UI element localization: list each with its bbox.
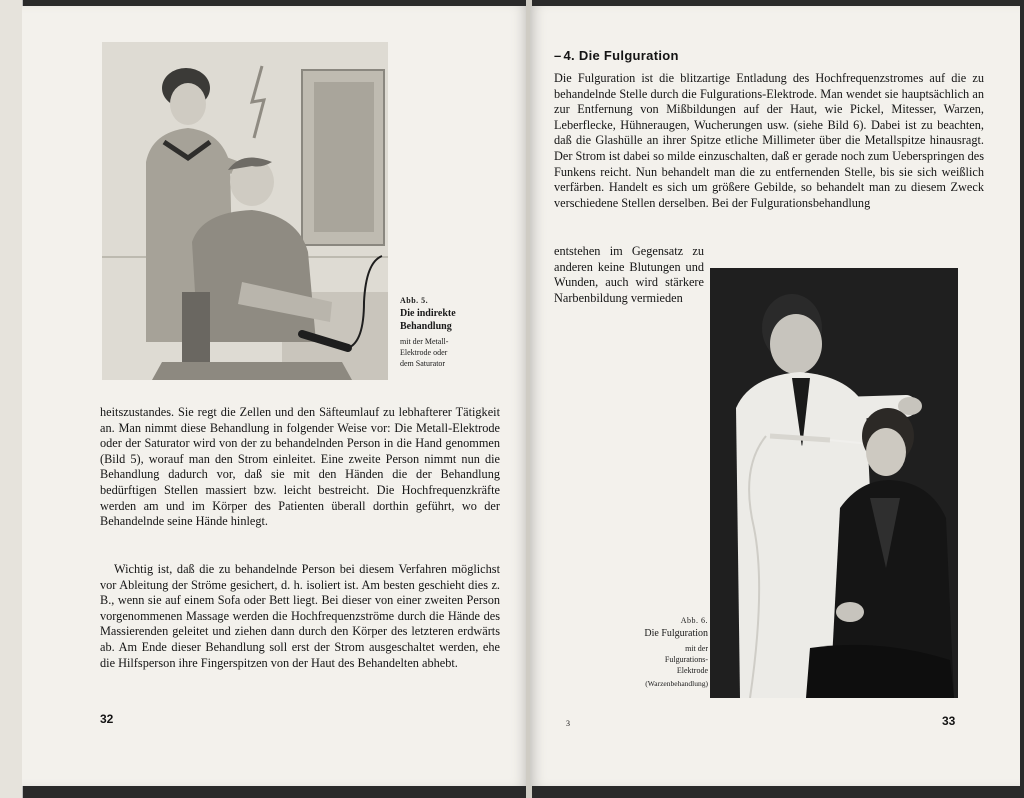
figure-5-sub-line3: dem Saturator xyxy=(400,359,446,368)
figure-6-caption xyxy=(590,616,708,688)
left-paragraph-2 xyxy=(100,562,500,671)
figure-6-sub-line2: Fulgurations- xyxy=(664,655,708,664)
figure-6-title: Die Fulguration xyxy=(644,628,708,639)
photo-icon xyxy=(710,268,958,698)
left-paragraph-1-text: heitszustandes. Sie regt die Zellen und den Säfteumlauf zu lebhafterer Tätigkeit an. Man nimmt diese Behandlung in folgender Weise vor: Die Metall-Elektrode oder der Saturator wird von der zu behandelnden Person in die Hand genommen (Bild 5), worauf man den Strom einleitet. Eine zweite Person nimmt nun die Behandlung dadurch vor, daß sie mit den Händen die der Behandlung bedürftigen Stellen massiert bzw. leicht bestreicht. Die Hochfrequenzkräfte werden am und im Körper des Patienten überall dorthin geführt, wo der Behandelnde seine Hände hinlegt. xyxy=(100,405,500,529)
illustration-icon xyxy=(102,42,388,380)
figure-5-illustration xyxy=(102,42,388,380)
right-paragraph-column-text: entstehen im Gegensatz zu anderen keine Blutungen und Wunden, auch wird stärkere Narbenbildung vermieden xyxy=(554,244,704,305)
left-page-number: 32 xyxy=(100,712,114,726)
right-paragraph-column xyxy=(554,244,704,306)
figure-5-caption xyxy=(400,296,510,369)
section-heading-text: 4. Die Fulguration xyxy=(563,48,679,63)
right-paragraph-1-text: Die Fulguration ist die blitzartige Entladung des Hochfrequenzstromes auf die zu behandelnde Stelle durch die Fulgurations-Elektrode. Man wendet sie hauptsächlich an zur Entfernung von Mißbildungen auf der Haut, wie Pickel, Mitesser, Warzen, Leberflecke, Hühneraugen, Wucherungen usw. (siehe Bild 6). Dabei ist zu beachten, daß die Glashülle an ihrer Spitze etliche Millimeter über die Metallspitze hinausragt. Der Strom ist dabei so milde einzuschalten, daß er gerade noch zum Ueberspringen des Funkens reicht. Nun behandelt man die zu entfernenden Stelle, bis sie sich weißlich verfärben. Handelt es sich um größere Gebilde, so behandelt man zu diesem Zweck verschiedene Stellen derselben. Bei der Fulgurationsbehandlung xyxy=(554,71,984,210)
left-page xyxy=(22,6,528,786)
left-paragraph-2-text: Wichtig ist, daß die zu behandelnde Person bei diesem Verfahren möglichst vor Ableitung der Ströme gesichert, d. h. isoliert ist. Am besten geschieht dies z. B., wenn sie auf einem Sofa oder Bett liegt. Bei dieser von einer zweiten Person vorgenommenen Massage werden die Hochfrequenzströme durch die Hände des Massierenden geleitet und ziehen dann durch den Körper des letzteren erdwärts ab. Am Ende dieser Behandlung soll erst der Strom ausgeschaltet werden, ehe die Hilfsperson ihre Fingerspitzen von der Haut des Behandelten abhebt. xyxy=(100,562,500,670)
figure-5-number: Abb. 5. xyxy=(400,296,429,305)
section-heading xyxy=(554,48,679,63)
heading-dash: – xyxy=(554,48,562,63)
signature-mark: 3 xyxy=(566,719,570,728)
figure-6-sub-line1: mit der xyxy=(685,644,708,653)
figure-5-title-line2: Behandlung xyxy=(400,321,452,332)
figure-6-paren: (Warzenbehandlung) xyxy=(645,679,708,688)
right-page xyxy=(530,6,1020,786)
figure-5-title-line1: Die indirekte xyxy=(400,308,456,319)
page-edge xyxy=(0,0,23,798)
left-paragraph-1 xyxy=(100,405,500,530)
figure-6-photo xyxy=(710,268,958,698)
figure-6-number: Abb. 6. xyxy=(680,616,708,625)
figure-5-sub-line2: Elektrode oder xyxy=(400,348,448,357)
right-paragraph-1 xyxy=(554,71,984,211)
figure-6-sub-line3: Elektrode xyxy=(676,666,708,675)
right-page-number: 33 xyxy=(942,714,956,728)
figure-5-sub-line1: mit der Metall- xyxy=(400,337,449,346)
